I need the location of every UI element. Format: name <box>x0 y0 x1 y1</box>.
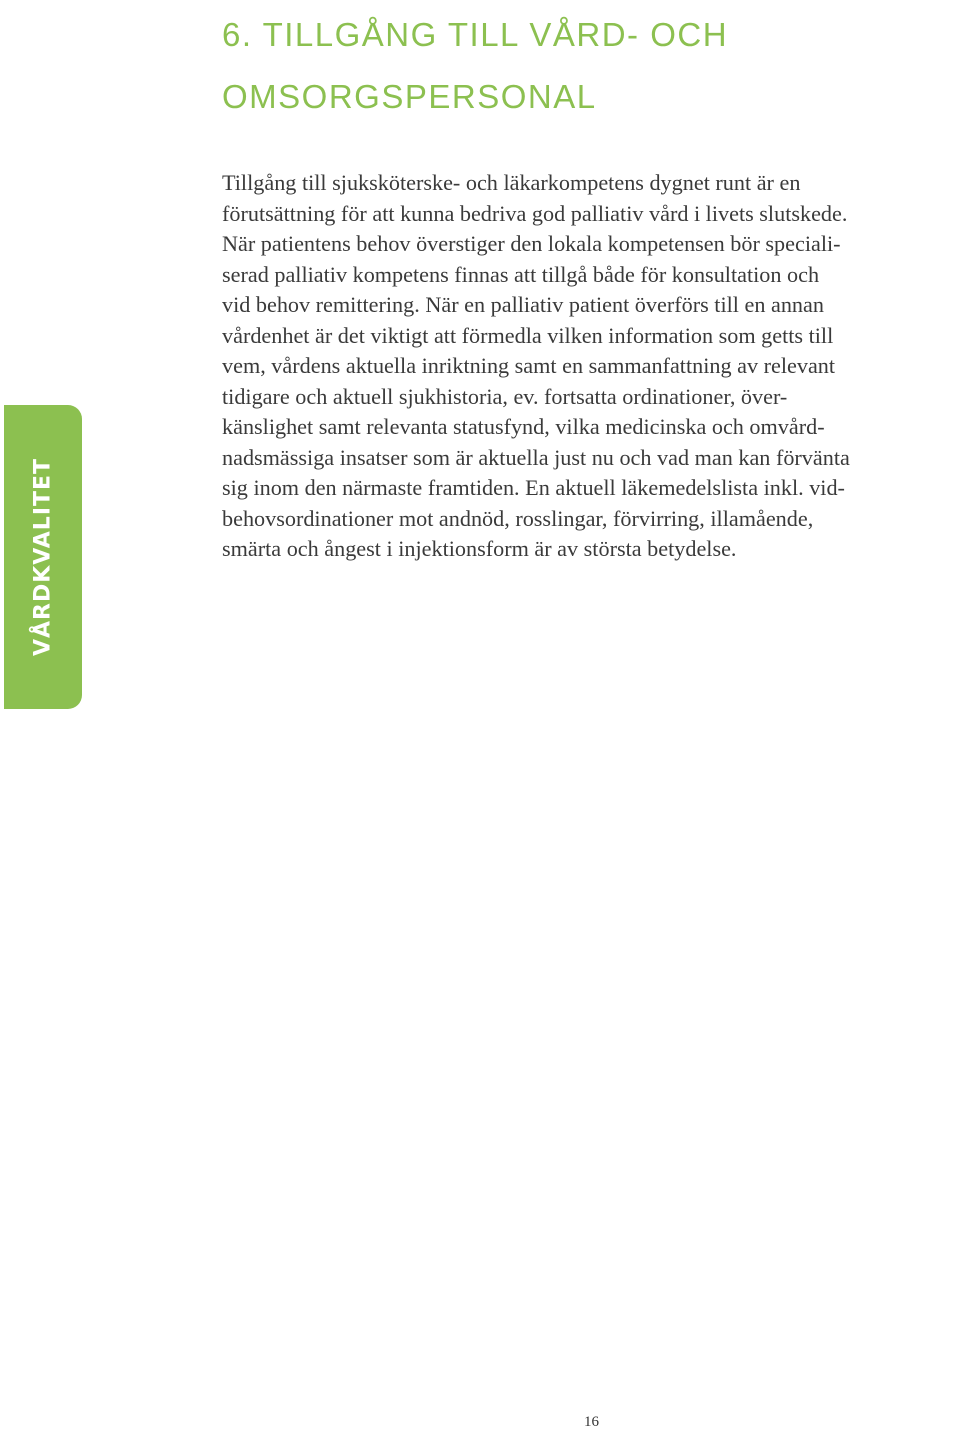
body-line: behovsordinationer mot andnöd, rosslingar, förvirring, illamående, <box>222 505 814 531</box>
body-line: sig inom den närmaste framtiden. En aktuell läkemedelslista inkl. vid- <box>222 475 845 500</box>
body-line: Tillgång till sjuksköterske- och läkarkompetens dygnet runt är en <box>222 170 801 195</box>
body-line: nadsmässiga insatser som är aktuella just nu och vad man kan förvänta <box>222 444 850 470</box>
page-title <box>222 4 942 128</box>
body-line: vem, vårdens aktuella inriktning samt en sammanfattning av relevant <box>222 353 836 378</box>
body-line: smärta och ångest i injektionsform är av största betydelse. <box>222 536 737 561</box>
body-line: vårdenhet är det viktigt att förmedla vilken information som getts till <box>222 322 834 348</box>
body-line: tidigare och aktuell sjukhistoria, ev. fortsatta ordinationer, över- <box>222 383 788 409</box>
body-paragraph <box>222 168 960 565</box>
page-number: 16 <box>584 1414 599 1430</box>
page-title-line-1: 6. TILLGÅNG TILL VÅRD- OCH <box>222 16 729 53</box>
body-line: När patientens behov överstiger den lokala kompetensen bör speciali- <box>222 231 841 256</box>
section-side-tab-label: VÅRDKVALITET <box>30 457 56 657</box>
body-line: förutsättning för att kunna bedriva god palliativ vård i livets slutskede. <box>222 200 848 226</box>
section-side-tab <box>4 405 82 709</box>
body-line: känslighet samt relevanta statusfynd, vilka medicinska och omvård- <box>222 414 825 439</box>
page-title-line-2: OMSORGSPERSONAL <box>222 78 597 115</box>
body-line: serad palliativ kompetens finnas att tillgå både för konsultation och <box>222 261 820 287</box>
body-line: vid behov remittering. När en palliativ patient överförs till en annan <box>222 292 824 317</box>
